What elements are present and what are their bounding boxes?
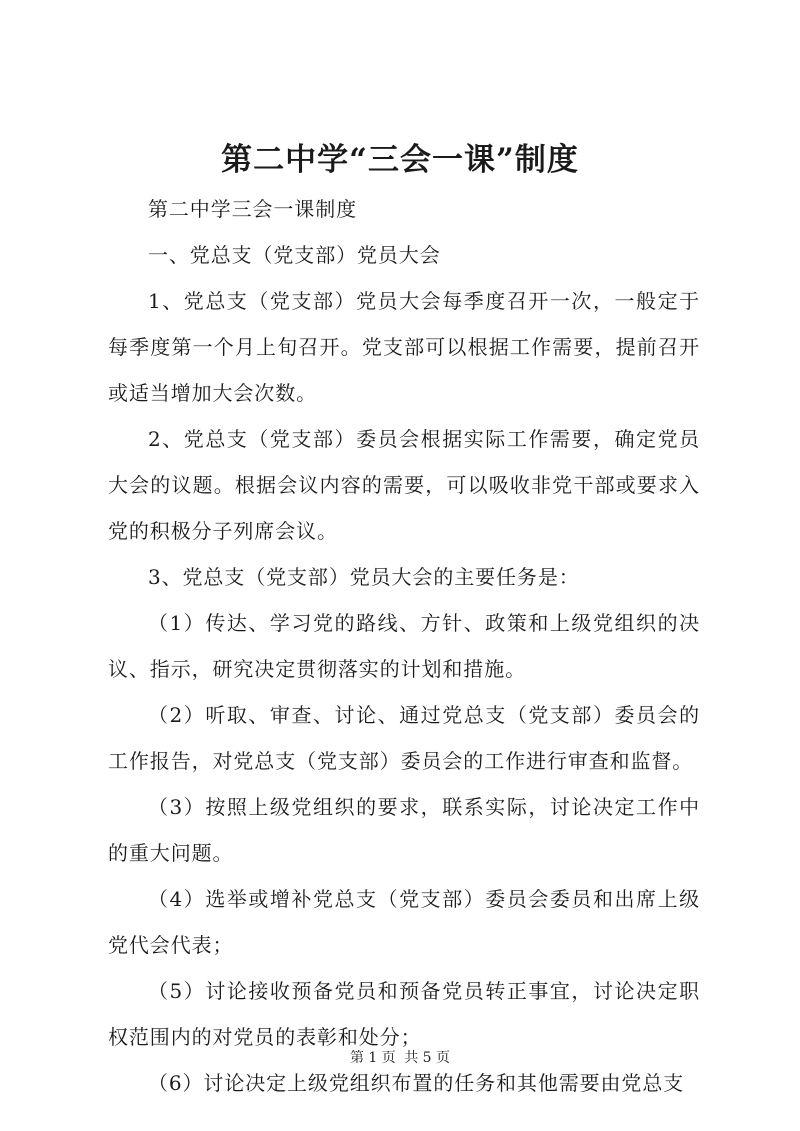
section-heading: 一、党总支（党支部）党员大会 <box>148 243 441 267</box>
document-title: 第二中学“三会一课”制度 <box>221 142 579 178</box>
page-total: 共 5 页 <box>404 1050 451 1066</box>
list-item: （6）讨论决定上级党组织布置的任务和其他需要由党总支 <box>148 1071 685 1095</box>
list-item: （4）选举或增补党总支（党支部）委员会委员和出席上级党代会代表； <box>108 887 700 957</box>
list-item: （5）讨论接收预备党员和预备党员转正事宜，讨论决定职权范围内的对党员的表彰和处分； <box>108 979 700 1049</box>
document-body <box>108 186 700 1106</box>
list-item: （2）听取、审查、讨论、通过党总支（党支部）委员会的工作报告，对党总支（党支部）委员会的工作进行审查和监督。 <box>108 703 700 773</box>
paragraph: 3、党总支（党支部）党员大会的主要任务是： <box>148 565 580 589</box>
list-item: （3）按照上级党组织的要求，联系实际，讨论决定工作中的重大问题。 <box>108 795 700 865</box>
paragraph: 2、党总支（党支部）委员会根据实际工作需要，确定党员大会的议题。根据会议内容的需要，可以吸收非党干部或要求入党的积极分子列席会议。 <box>108 427 700 543</box>
paragraph: 第二中学三会一课制度 <box>148 197 357 221</box>
list-item: （1）传达、学习党的路线、方针、政策和上级党组织的决议、指示，研究决定贯彻落实的计划和措施。 <box>108 611 700 681</box>
page-footer <box>0 1048 800 1068</box>
paragraph: 1、党总支（党支部）党员大会每季度召开一次，一般定于每季度第一个月上旬召开。党支部可以根据工作需要，提前召开或适当增加大会次数。 <box>108 289 700 405</box>
page-number: 第 1 页 <box>349 1050 396 1066</box>
